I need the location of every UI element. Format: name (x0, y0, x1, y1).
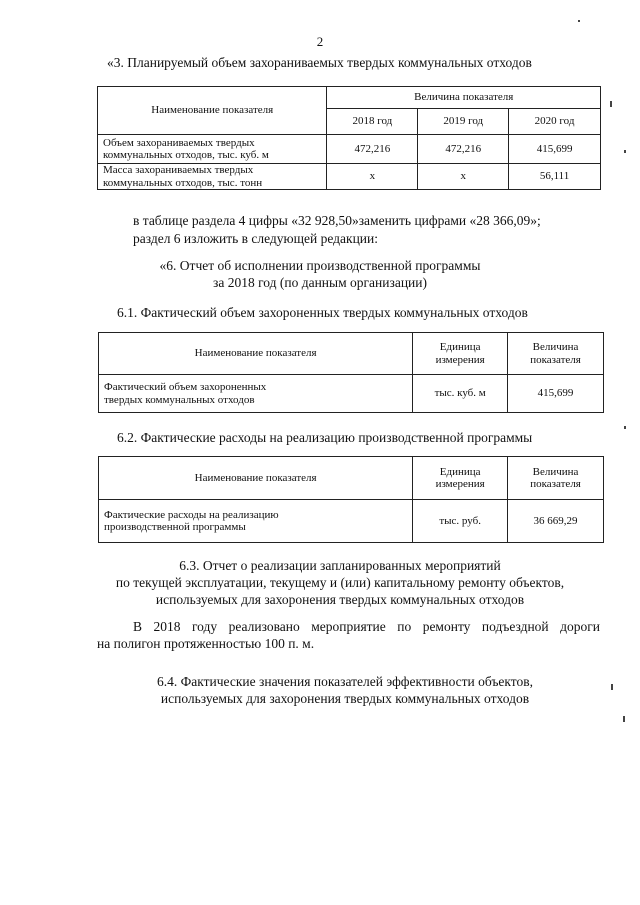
table-row (99, 500, 604, 543)
section-6-1-title: 6.1. Фактический объем захороненных твердых коммунальных отходов (117, 305, 528, 320)
planned-volume-table (97, 86, 601, 190)
table-row (99, 375, 604, 413)
header-indicator-value: Величина показателя (327, 87, 601, 109)
instruction-line-1: в таблице раздела 4 цифры «32 928,50»заменить цифрами «28 366,09»; (133, 213, 541, 228)
row-value: х (327, 164, 418, 190)
section-6-3-title: 6.3. Отчет о реализации запланированных мероприятий (179, 558, 501, 573)
row-value: 472,216 (418, 135, 509, 164)
section-6-4-title: 6.4. Фактические значения показателей эффективности объектов, (156, 674, 534, 689)
section-3-title: «3. Планируемый объем захораниваемых твердых коммунальных отходов (107, 55, 532, 70)
row-value: 36 669,29 (508, 500, 604, 543)
actual-volume-table (98, 332, 604, 413)
section-6-title: «6. Отчет об исполнении производственной программы (159, 258, 481, 273)
header-indicator-name: Наименование показателя (98, 87, 327, 135)
actual-expenses-table (98, 456, 604, 543)
header-unit: Единица измерения (413, 333, 508, 375)
section-6-3-title-line-2: по текущей эксплуатации, текущему и (или) капитальному ремонту объектов, (115, 575, 565, 590)
scan-mark (623, 716, 625, 722)
header-unit: Единица измерения (413, 457, 508, 500)
row-name: Объем захораниваемых твердых коммунальных отходов, тыс. куб. м (98, 135, 327, 164)
row-name: Фактический объем захороненных твердых коммунальных отходов (99, 375, 413, 413)
scan-mark (578, 20, 580, 22)
scan-mark (610, 101, 612, 107)
row-name: Фактические расходы на реализацию производственной программы (99, 500, 413, 543)
scan-mark (611, 684, 613, 690)
section-6-2-title: 6.2. Фактические расходы на реализацию производственной программы (117, 430, 533, 445)
row-value: 415,699 (509, 135, 601, 164)
row-value: х (418, 164, 509, 190)
scan-mark (624, 150, 626, 153)
instruction-line-2: раздел 6 изложить в следующей редакции: (133, 231, 379, 246)
row-name: Масса захораниваемых твердых коммунальных отходов, тыс. тонн (98, 164, 327, 190)
section-6-4-title-line-2: используемых для захоронения твердых коммунальных отходов (160, 691, 530, 706)
row-value: 56,111 (509, 164, 601, 190)
header-year: 2019 год (418, 109, 509, 135)
row-unit: тыс. куб. м (413, 375, 508, 413)
header-year: 2018 год (327, 109, 418, 135)
section-6-subtitle: за 2018 год (по данным организации) (213, 275, 427, 290)
row-value: 472,216 (327, 135, 418, 164)
section-6-3-paragraph-line-1: В 2018 году реализовано мероприятие по ремонту подъездной дороги (133, 619, 600, 634)
header-value: Величина показателя (508, 457, 604, 500)
section-6-3-paragraph-line-2: на полигон протяженностью 100 п. м. (97, 636, 315, 651)
page-number: 2 (316, 34, 324, 49)
row-unit: тыс. руб. (413, 500, 508, 543)
table-row (98, 135, 601, 164)
table-row (98, 164, 601, 190)
section-6-3-title-line-3: используемых для захоронения твердых коммунальных отходов (155, 592, 525, 607)
header-indicator-name: Наименование показателя (99, 457, 413, 500)
row-value: 415,699 (508, 375, 604, 413)
header-indicator-name: Наименование показателя (99, 333, 413, 375)
header-value: Величина показателя (508, 333, 604, 375)
header-year: 2020 год (509, 109, 601, 135)
scan-mark (624, 426, 626, 429)
